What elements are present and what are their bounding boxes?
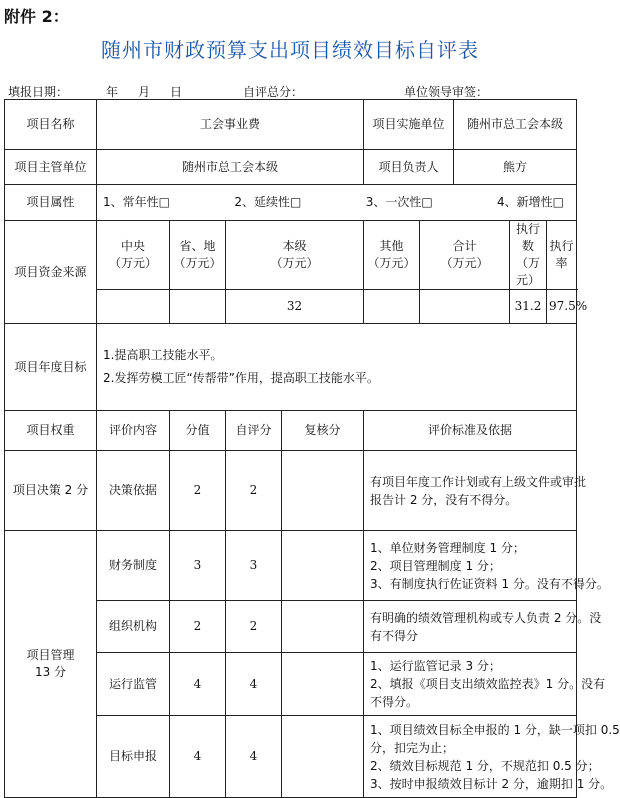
attribute-continuing: 2、延续性□ <box>234 195 302 209</box>
project-name-value: 工会事业费 <box>97 100 364 150</box>
fill-date-day: 日 <box>170 85 183 99</box>
funding-total-value <box>420 290 510 324</box>
funding-header-central: 中央 （万元） <box>97 221 170 290</box>
decision-content: 决策依据 <box>97 451 170 531</box>
decision-weight: 项目决策 2 分 <box>5 451 97 531</box>
form-title: 随州市财政预算支出项目绩效目标自评表 <box>101 38 479 62</box>
management-self-score: 4 <box>226 653 282 716</box>
self-total-score-label: 自评总分： <box>243 85 304 99</box>
fill-date-month: 月 <box>138 85 151 99</box>
management-self-score: 3 <box>226 531 282 601</box>
management-review-score <box>282 653 364 716</box>
evaluation-form-table <box>4 99 620 798</box>
header-content: 评价内容 <box>97 411 170 451</box>
funding-province-value <box>170 290 226 324</box>
management-criteria: 1、运行监管记录 3 分； 2、填报《项目支出绩效监控表》1 分。没有 不得分。 <box>364 653 577 716</box>
header-criteria: 评价标准及依据 <box>364 411 577 451</box>
funding-other-value <box>364 290 420 324</box>
management-score: 4 <box>170 716 226 798</box>
fill-date-label: 填报日期： <box>8 85 69 99</box>
attribute-options <box>97 185 577 221</box>
management-content: 组织机构 <box>97 601 170 653</box>
impl-unit-value: 随州市总工会本级 <box>454 100 577 150</box>
project-leader-label: 项目负责人 <box>364 150 454 185</box>
annual-goal-2: 2.发挥劳模工匠“传帮带”作用，提高职工技能水平。 <box>103 371 379 385</box>
management-content: 运行监管 <box>97 653 170 716</box>
attribute-new: 4、新增性□ <box>497 195 565 209</box>
attribute-one-time: 3、一次性□ <box>365 195 433 209</box>
decision-criteria: 有项目年度工作计划或有上级文件或审批 报告计 2 分，没有不得分。 <box>364 451 577 531</box>
management-self-score: 4 <box>226 716 282 798</box>
project-name-label: 项目名称 <box>5 100 97 150</box>
annex-label: 附件 2： <box>4 7 69 26</box>
funding-header-local: 本级 （万元） <box>226 221 364 290</box>
funding-central-value <box>97 290 170 324</box>
decision-review-score <box>282 451 364 531</box>
funding-rate-value: 97.5% <box>547 290 577 324</box>
management-self-score: 2 <box>226 601 282 653</box>
funding-header-other: 其他 （万元） <box>364 221 420 290</box>
annual-goal-label: 项目年度目标 <box>5 324 97 411</box>
header-self-score: 自评分 <box>226 411 282 451</box>
decision-self-score: 2 <box>226 451 282 531</box>
management-criteria: 1、项目绩效目标全申报的 1 分，缺一项扣 0.5 分，扣完为止； 2、绩效目标规范 1 分，不规范扣 0.5 分； 3、按时申报绩效目标计 2 分，逾期扣 1 分。 <box>364 716 577 798</box>
supervisor-value: 随州市总工会本级 <box>97 150 364 185</box>
management-content: 财务制度 <box>97 531 170 601</box>
management-score: 4 <box>170 653 226 716</box>
attribute-annual: 1、常年性□ <box>103 195 170 209</box>
management-score: 3 <box>170 531 226 601</box>
annual-goal-1: 1.提高职工技能水平。 <box>103 348 223 362</box>
header-review-score: 复核分 <box>282 411 364 451</box>
management-review-score <box>282 531 364 601</box>
supervisor-label: 项目主管单位 <box>5 150 97 185</box>
project-leader-value: 熊方 <box>454 150 577 185</box>
management-score: 2 <box>170 601 226 653</box>
funding-source-label: 项目资金来源 <box>5 221 97 324</box>
attribute-label: 项目属性 <box>5 185 97 221</box>
leader-sign-label: 单位领导审签： <box>404 85 489 99</box>
management-content: 目标申报 <box>97 716 170 798</box>
funding-local-value: 32 <box>226 290 364 324</box>
funding-header-province: 省、地 （万元） <box>170 221 226 290</box>
header-score: 分值 <box>170 411 226 451</box>
funding-header-executed: 执行数 （万元） <box>510 221 547 290</box>
management-weight: 项目管理 13 分 <box>5 531 97 798</box>
management-review-score <box>282 601 364 653</box>
funding-header-total: 合计 （万元） <box>420 221 510 290</box>
management-review-score <box>282 716 364 798</box>
fill-date-year: 年 <box>106 85 119 99</box>
decision-score: 2 <box>170 451 226 531</box>
annual-goal-content <box>97 324 577 411</box>
header-weight: 项目权重 <box>5 411 97 451</box>
funding-executed-value: 31.2 <box>510 290 547 324</box>
funding-header-rate: 执行 率 <box>547 221 577 290</box>
management-criteria: 有明确的绩效管理机构或专人负责 2 分。没 有不得分 <box>364 601 577 653</box>
management-criteria: 1、单位财务管理制度 1 分； 2、项目管理制度 1 分； 3、有制度执行佐证资料 1 分。没有不得分。 <box>364 531 577 601</box>
impl-unit-label: 项目实施单位 <box>364 100 454 150</box>
